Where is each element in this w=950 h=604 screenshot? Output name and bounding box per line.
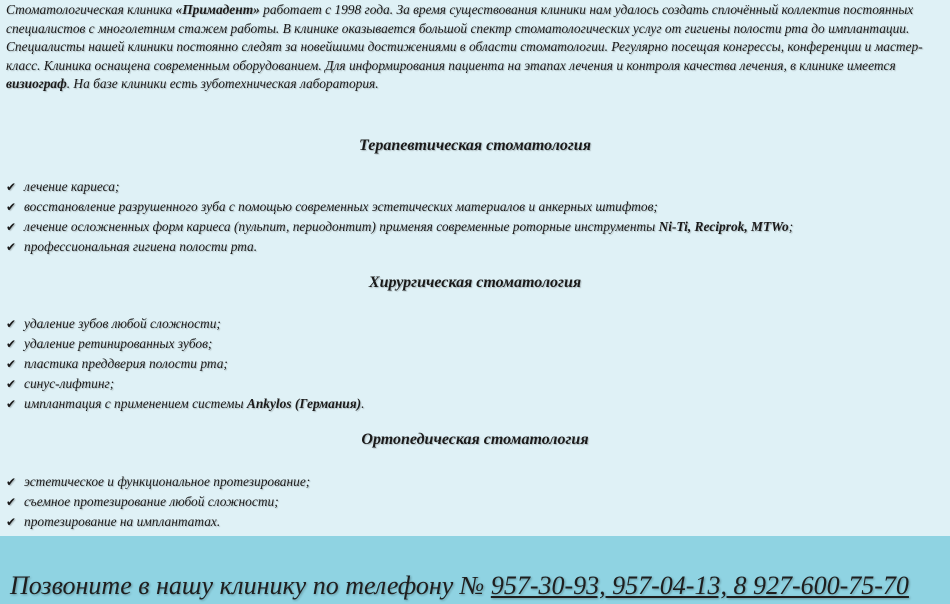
list-item: ✔ эстетическое и функциональное протезирование; [6, 472, 946, 492]
therapy-title: Терапевтическая стоматология [359, 137, 591, 154]
check-icon: ✔ [6, 337, 17, 351]
list-item: ✔ восстановление разрушенного зуба с помощью современных эстетических материалов и анкерных штифтов; [6, 197, 946, 217]
phone-call-line [10, 570, 950, 602]
ortho-list [6, 472, 946, 532]
check-icon: ✔ [6, 200, 17, 214]
surgery-title: Хирургическая стоматология [368, 274, 582, 291]
intro-text-1: Стоматологическая клиника [6, 2, 176, 17]
check-icon: ✔ [6, 180, 17, 194]
phone-numbers-link[interactable]: 957-30-93, 957-04-13, 8 927-600-75-70 [490, 571, 909, 600]
therapy-list [6, 177, 946, 257]
check-icon: ✔ [6, 515, 17, 529]
intro-paragraph [6, 1, 941, 94]
check-icon: ✔ [6, 357, 17, 371]
list-item: ✔ имплантация с применением системы Ankylos (Германия). [6, 394, 946, 414]
list-item: ✔ пластика преддверия полости рта; [6, 354, 946, 374]
list-item: ✔ лечение кариеса; [6, 177, 946, 197]
list-item: ✔ удаление зубов любой сложности; [6, 314, 946, 334]
check-icon: ✔ [6, 317, 17, 331]
check-icon: ✔ [6, 220, 17, 234]
check-icon: ✔ [6, 495, 17, 509]
list-item: ✔ профессиональная гигиена полости рта. [6, 237, 946, 257]
clinic-name: «Примадент» [175, 2, 260, 17]
check-icon: ✔ [6, 240, 17, 254]
list-item: ✔ протезирование на имплантатах. [6, 512, 946, 532]
list-item: ✔ съемное протезирование любой сложности; [6, 492, 946, 512]
ortho-title: Ортопедическая стоматология [361, 431, 589, 448]
visiograph-term: визиограф [6, 76, 67, 91]
intro-text-2: работает с 1998 года. За время существования клиники нам удалось создать сплочённый коллектив постоянных специалистов с многолетним стажем работы. В клинике оказывается большой спектр стоматологических услуг от гигиены полости рта до имплантации. Специалисты нашей клиники постоянно следят за новейшими достижениями в области стоматологии. Регулярно посещая конгрессы, конференции и мастер-класс. Клиника оснащена современным оборудованием. Для информирования пациента на этапах лечения и контроля качества лечения, в клинике имеется [6, 2, 923, 73]
surgery-list [6, 314, 946, 414]
call-text: Позвоните в нашу клинику по телефону № [10, 571, 491, 600]
list-item: ✔ лечение осложненных форм кариеса (пульпит, периодонтит) применяя современные роторные инструменты Ni-Ti, Reciprok, MTWo; [6, 217, 946, 237]
check-icon: ✔ [6, 397, 17, 411]
list-item: ✔ синус-лифтинг; [6, 374, 946, 394]
list-item: ✔ удаление ретинированных зубов; [6, 334, 946, 354]
intro-text-3: . На базе клиники есть зуботехническая лаборатория. [66, 76, 379, 91]
check-icon: ✔ [6, 475, 17, 489]
check-icon: ✔ [6, 377, 17, 391]
